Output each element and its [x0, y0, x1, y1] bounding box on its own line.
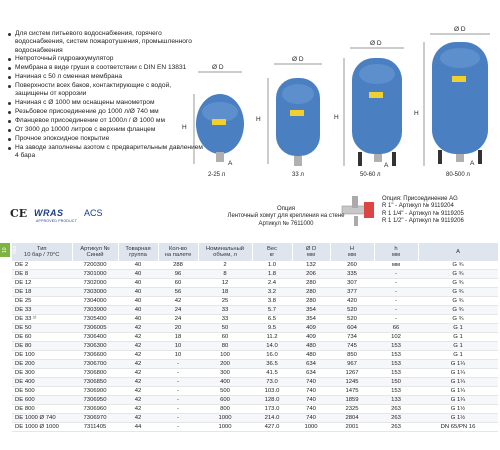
table-cell: 740 [292, 405, 330, 414]
tank-50-60-h: H [334, 114, 339, 121]
table-cell: 967 [330, 360, 374, 369]
column-header: Вес кг [252, 243, 292, 261]
table-cell: G ¾ [418, 270, 498, 279]
table-cell: - [158, 396, 198, 405]
table-cell: 40 [118, 279, 158, 288]
table-cell: 1000 [198, 423, 252, 432]
table-cell: - [158, 387, 198, 396]
column-header: Номинальный объем, л [198, 243, 252, 261]
table-cell: 42 [118, 324, 158, 333]
table-cell: 42 [118, 333, 158, 342]
column-header: Кол-во на палете [158, 243, 198, 261]
option-wall-bracket [196, 206, 376, 228]
table-cell: 42 [118, 387, 158, 396]
tank-small-drawing [190, 64, 250, 184]
tank-figure-33 [256, 56, 332, 184]
table-cell: 42 [118, 396, 158, 405]
option-wall-bracket-article: Артикул № 7611000 [258, 220, 314, 227]
feature-item: Фланцевое присоединение от 1000л / Ø 1000 мм [6, 117, 206, 125]
ce-mark-logo: CE [10, 207, 28, 220]
table-cell: 7306850 [72, 378, 118, 387]
table-cell: 740 [292, 414, 330, 423]
table-cell: 2325 [330, 405, 374, 414]
table-cell: 7306950 [72, 396, 118, 405]
table-cell: DE 100 [12, 351, 72, 360]
wras-logo-subtitle: APPROVED PRODUCT [36, 219, 77, 223]
table-cell: 1.0 [252, 261, 292, 270]
table-cell: 18 [158, 333, 198, 342]
table-cell: - [158, 414, 198, 423]
table-cell: 2804 [330, 414, 374, 423]
table-cell: 40 [118, 297, 158, 306]
table-cell: 480 [292, 342, 330, 351]
certification-logos [6, 207, 146, 227]
table-cell: 25 [198, 297, 252, 306]
table-cell: DE 1000 Ø 1000 [12, 423, 72, 432]
table-cell: - [374, 288, 418, 297]
table-cell: G ¾ [418, 315, 498, 324]
table-row [12, 315, 498, 324]
option-wall-bracket-desc: Ленточный хомут для крепления на стене [227, 213, 345, 220]
table-cell: 18 [198, 288, 252, 297]
feature-list [6, 30, 206, 161]
tank-small-h: H [182, 124, 187, 131]
table-cell: 24 [158, 315, 198, 324]
table-cell: 66 [374, 324, 418, 333]
table-cell: 33 [198, 306, 252, 315]
table-cell: 1000 [198, 414, 252, 423]
table-cell: 1000 [292, 423, 330, 432]
table-cell: 7311405 [72, 423, 118, 432]
column-header: Тип 10 бар / 70°C [12, 243, 72, 261]
table-cell: 260 [330, 261, 374, 270]
table-cell: DE 25 [12, 297, 72, 306]
table-row [12, 297, 498, 306]
table-cell: 7306400 [72, 333, 118, 342]
table-cell: G 1½ [418, 414, 498, 423]
table-cell: - [158, 378, 198, 387]
feature-item: От 3000 до 10000 литров с верхним фланцем [6, 126, 206, 134]
table-cell: 42 [118, 414, 158, 423]
feature-item: Мембрана в виде груши в соответствии с DIN EN 13831 [6, 64, 206, 72]
table-cell: DE 8 [12, 270, 72, 279]
table-cell: 280 [292, 279, 330, 288]
table-cell: 44 [118, 423, 158, 432]
column-header: h мм [374, 243, 418, 261]
table-cell: 80 [198, 342, 252, 351]
table-cell: 7305400 [72, 315, 118, 324]
tank-80-500-label: 80-500 л [446, 172, 470, 178]
table-cell: 7301000 [72, 270, 118, 279]
table-row [12, 306, 498, 315]
tank-80-500-h: H [414, 110, 419, 117]
table-cell: 11.2 [252, 333, 292, 342]
table-cell: 740 [292, 387, 330, 396]
table-cell: DE 12 [12, 279, 72, 288]
table-cell: 7304000 [72, 297, 118, 306]
table-cell: G 1¼ [418, 378, 498, 387]
table-cell: 634 [292, 369, 330, 378]
feature-item: Непроточный гидроаккумулятор [6, 55, 206, 63]
table-cell: 734 [330, 333, 374, 342]
tank-50-60-drawing [340, 44, 412, 184]
table-cell: - [158, 369, 198, 378]
tank-small-a: A [228, 160, 233, 167]
option-ag-title: Опция: Присоединение AG [382, 196, 458, 202]
table-cell: 60 [198, 333, 252, 342]
table-cell: DE 60 [12, 333, 72, 342]
table-row [12, 288, 498, 297]
table-row [12, 270, 498, 279]
table-cell: G ¾ [418, 261, 498, 270]
table-cell: DE 80 [12, 342, 72, 351]
table-cell: - [158, 360, 198, 369]
table-cell: 42 [118, 369, 158, 378]
table-cell: - [374, 279, 418, 288]
table-row [12, 369, 498, 378]
tank-33-d: Ø D [292, 56, 304, 63]
table-cell: 14.0 [252, 342, 292, 351]
table-cell: 214.0 [252, 414, 292, 423]
table-cell: 1245 [330, 378, 374, 387]
table-cell: 377 [330, 288, 374, 297]
table-cell: G 1 [418, 351, 498, 360]
table-cell: 288 [158, 261, 198, 270]
table-cell: 409 [292, 333, 330, 342]
table-cell: 2001 [330, 423, 374, 432]
tank-small-label: 2-25 л [208, 172, 226, 178]
table-cell: 153 [374, 342, 418, 351]
table-cell: 850 [330, 351, 374, 360]
table-cell: 604 [330, 324, 374, 333]
table-row [12, 360, 498, 369]
table-cell: 50 [198, 324, 252, 333]
table-row [12, 333, 498, 342]
table-cell: G ¾ [418, 297, 498, 306]
table-cell: G 1 [418, 324, 498, 333]
table-cell: G 1¼ [418, 369, 498, 378]
tank-80-500-drawing [420, 30, 496, 184]
table-cell: 427.0 [252, 423, 292, 432]
table-cell: 745 [330, 342, 374, 351]
table-cell: DE 800 [12, 405, 72, 414]
table-cell: 10 [158, 342, 198, 351]
table-cell: - [374, 297, 418, 306]
table-cell: 280 [292, 297, 330, 306]
table-cell: 100 [198, 351, 252, 360]
table-cell: 520 [330, 306, 374, 315]
table-cell: DE 33 ¹⁾ [12, 315, 72, 324]
table-cell: - [158, 423, 198, 432]
table-cell: 10 [158, 351, 198, 360]
tank-figure-small [182, 64, 250, 184]
table-cell: 280 [292, 288, 330, 297]
table-cell: 206 [292, 270, 330, 279]
table-row [12, 378, 498, 387]
table-cell: 33 [198, 315, 252, 324]
option-ag-connection [382, 196, 500, 226]
table-cell: 173.0 [252, 405, 292, 414]
table-cell: 40 [118, 306, 158, 315]
table-cell: 73.0 [252, 378, 292, 387]
table-cell: 36.5 [252, 360, 292, 369]
table-row [12, 387, 498, 396]
tank-33-label: 33 л [292, 172, 304, 178]
table-cell: G ¾ [418, 288, 498, 297]
tank-figure-50-60 [334, 40, 412, 184]
table-cell: 153 [374, 351, 418, 360]
table-cell: DE 50 [12, 324, 72, 333]
option-ag-item: R 1 1/4" - Артикул № 9119205 [382, 210, 464, 217]
table-cell: мм [374, 261, 418, 270]
table-cell: DE 400 [12, 378, 72, 387]
table-cell: DE 18 [12, 288, 72, 297]
table-cell: 200 [198, 360, 252, 369]
table-cell: 153 [374, 369, 418, 378]
tank-50-60-label: 50-60 л [360, 172, 381, 178]
feature-item: Резьбовое присоединение до 1000 л/Ø 740 мм [6, 108, 206, 116]
table-cell: 12 [198, 279, 252, 288]
tank-figure-80-500 [414, 26, 496, 184]
table-cell: 420 [330, 297, 374, 306]
table-cell: DE 33 [12, 306, 72, 315]
table-cell: 1859 [330, 396, 374, 405]
table-cell: 1475 [330, 387, 374, 396]
table-cell: 150 [374, 378, 418, 387]
table-cell: 7306960 [72, 405, 118, 414]
tank-33-h: H [256, 116, 261, 123]
table-cell: 7306970 [72, 414, 118, 423]
option-ag-item: R 1" - Артикул № 9119204 [382, 203, 454, 210]
table-cell: 300 [198, 369, 252, 378]
table-cell: 7303000 [72, 288, 118, 297]
table-cell: 2.4 [252, 279, 292, 288]
feature-item: Поверхности всех баков, контактирующие с водой, защищены от коррозии [6, 82, 206, 99]
table-row [12, 324, 498, 333]
table-cell: 3.2 [252, 288, 292, 297]
table-cell: G 1 [418, 342, 498, 351]
table-cell: 354 [292, 306, 330, 315]
tank-50-60-a: A [384, 162, 389, 169]
feature-item: Начиная с Ø 1000 мм оснащены манометром [6, 99, 206, 107]
table-cell: 42 [118, 405, 158, 414]
table-cell: DE 300 [12, 369, 72, 378]
table-row [12, 405, 498, 414]
spec-table-body [12, 261, 498, 432]
table-cell: 740 [292, 378, 330, 387]
table-cell: 7306900 [72, 387, 118, 396]
table-cell: 3.8 [252, 297, 292, 306]
table-cell: 354 [292, 315, 330, 324]
table-cell: 7306005 [72, 324, 118, 333]
table-cell: 6.5 [252, 315, 292, 324]
table-cell: - [374, 315, 418, 324]
table-cell: 153 [374, 360, 418, 369]
table-cell: 42 [118, 351, 158, 360]
spec-table-container [2, 243, 498, 432]
table-cell: - [374, 306, 418, 315]
column-header: Товарная группа [118, 243, 158, 261]
table-cell: DE 200 [12, 360, 72, 369]
tank-80-500-d: Ø D [454, 26, 466, 33]
table-cell: 40 [118, 288, 158, 297]
table-cell: G 1 [418, 333, 498, 342]
wras-logo: WRAS [34, 208, 64, 218]
table-cell: G 1½ [418, 405, 498, 414]
table-cell: 400 [198, 378, 252, 387]
tank-80-500-a: A [470, 160, 475, 167]
table-cell: 2 [198, 261, 252, 270]
spec-table [12, 243, 499, 432]
table-cell: 153 [374, 387, 418, 396]
table-cell: G 1¼ [418, 387, 498, 396]
table-cell: 263 [374, 414, 418, 423]
tank-33-drawing [262, 60, 332, 184]
table-cell: DE 600 [12, 396, 72, 405]
table-cell: 7302000 [72, 279, 118, 288]
table-cell: 307 [330, 279, 374, 288]
table-cell: 409 [292, 324, 330, 333]
table-cell: - [374, 270, 418, 279]
table-cell: 42 [118, 360, 158, 369]
column-header: Артикул № Синий [72, 243, 118, 261]
table-cell: 133 [374, 396, 418, 405]
table-cell: DE 1000 Ø 740 [12, 414, 72, 423]
table-cell: 1.8 [252, 270, 292, 279]
table-cell: 263 [374, 423, 418, 432]
table-cell: 740 [292, 396, 330, 405]
table-cell: 500 [198, 387, 252, 396]
column-header: Ø D мм [292, 243, 330, 261]
option-ag-item: R 1 1/2" - Артикул № 9119206 [382, 218, 464, 225]
table-cell: G ¾ [418, 279, 498, 288]
table-cell: DE 500 [12, 387, 72, 396]
feature-item: Прочное эпоксидное покрытие [6, 135, 206, 143]
pressure-side-tab: 10 бар [0, 243, 10, 257]
option-wall-bracket-title: Опция [277, 206, 295, 212]
table-cell: 1267 [330, 369, 374, 378]
table-row [12, 351, 498, 360]
table-row [12, 261, 498, 270]
table-row [12, 414, 498, 423]
table-cell: 96 [158, 270, 198, 279]
table-cell: 800 [198, 405, 252, 414]
table-cell: G 1¼ [418, 360, 498, 369]
feature-item: Для систем питьевого водоснабжения, горячего водоснабжения, систем пожаротушения, промышленного водоснабжения [6, 30, 206, 55]
table-cell: 634 [292, 360, 330, 369]
spec-table-header [12, 243, 498, 261]
table-cell: 42 [118, 378, 158, 387]
table-cell: 60 [158, 279, 198, 288]
table-cell: 103.0 [252, 387, 292, 396]
table-cell: 128.0 [252, 396, 292, 405]
column-header: H мм [330, 243, 374, 261]
table-row [12, 279, 498, 288]
table-cell: 132 [292, 261, 330, 270]
table-cell: 600 [198, 396, 252, 405]
column-header: A [418, 243, 498, 261]
table-cell: 9.5 [252, 324, 292, 333]
tank-50-60-d: Ø D [370, 40, 382, 47]
table-cell: 480 [292, 351, 330, 360]
table-cell: 42 [158, 297, 198, 306]
acs-logo: ACS [84, 208, 103, 218]
table-cell: 40 [118, 261, 158, 270]
table-cell: 5.7 [252, 306, 292, 315]
table-cell: 7306300 [72, 342, 118, 351]
table-cell: 41.5 [252, 369, 292, 378]
table-cell: DE 2 [12, 261, 72, 270]
table-cell: 40 [118, 315, 158, 324]
table-cell: 7306700 [72, 360, 118, 369]
table-cell: G 1¼ [418, 396, 498, 405]
table-cell: 8 [198, 270, 252, 279]
table-cell: 24 [158, 306, 198, 315]
table-cell: 20 [158, 324, 198, 333]
table-cell: 16.0 [252, 351, 292, 360]
feature-item: Начиная с 50 л сменная мембрана [6, 73, 206, 81]
table-cell: 520 [330, 315, 374, 324]
table-cell: 7306800 [72, 369, 118, 378]
table-cell: 56 [158, 288, 198, 297]
table-cell: 42 [118, 342, 158, 351]
table-cell: DN 65/PN 16 [418, 423, 498, 432]
table-row [12, 423, 498, 432]
table-cell: 263 [374, 405, 418, 414]
table-cell: - [158, 405, 198, 414]
table-row [12, 396, 498, 405]
table-cell: G ¾ [418, 306, 498, 315]
table-row [12, 342, 498, 351]
table-cell: 7306600 [72, 351, 118, 360]
table-cell: 7303900 [72, 306, 118, 315]
tank-small-d: Ø D [212, 64, 224, 71]
feature-item: На заводе заполнены азотом с предварительным давлением 4 бара [6, 144, 206, 161]
table-cell: 102 [374, 333, 418, 342]
table-cell: 335 [330, 270, 374, 279]
table-cell: 7200300 [72, 261, 118, 270]
table-cell: 40 [118, 270, 158, 279]
